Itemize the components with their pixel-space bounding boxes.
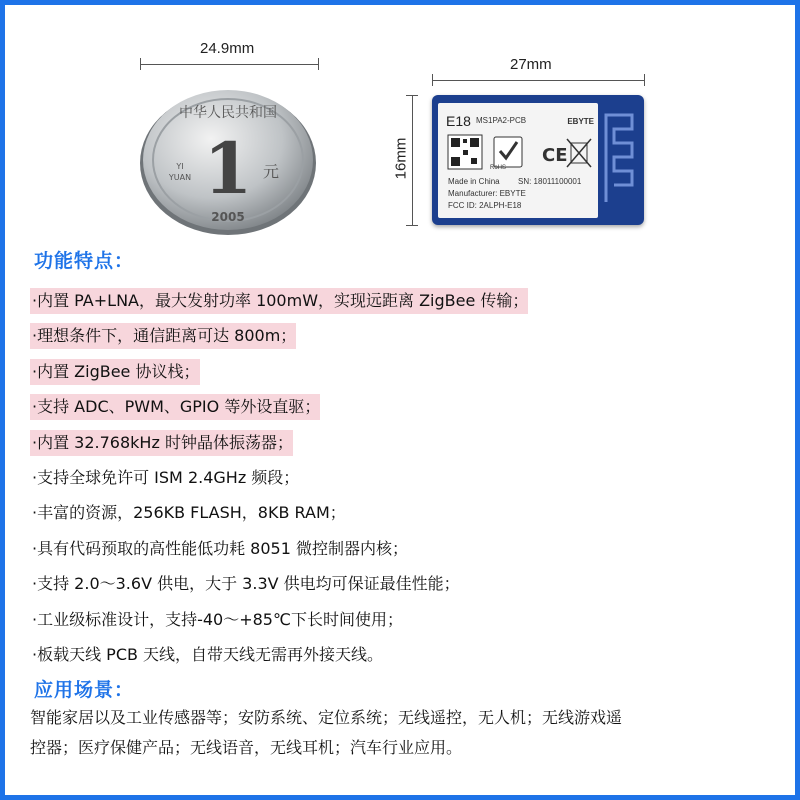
- feature-item: ·内置 ZigBee 协议栈；: [30, 359, 200, 385]
- module-height-tick-bottom: [406, 225, 418, 226]
- feature-item: ·工业级标准设计，支持-40～+85℃下长时间使用；: [32, 610, 403, 629]
- module-shield: [438, 103, 598, 218]
- module-sn: SN: 18011100001: [518, 177, 582, 186]
- coin-numeral: 1: [203, 127, 253, 210]
- module-manufacturer: Manufacturer: EBYTE: [448, 189, 526, 198]
- coin-ring-text: 中华人民共和国: [179, 105, 277, 121]
- applications-line-2: 控器；医疗保健产品；无线语音，无线耳机；汽车行业应用。: [30, 738, 463, 757]
- coin-diameter-label: 24.9mm: [200, 40, 255, 57]
- coin-yuan-char: 元: [263, 162, 280, 181]
- product-image: [0, 0, 800, 240]
- feature-item: ·理想条件下，通信距离可达 800m；: [30, 323, 296, 349]
- module-height-label: 16mm: [392, 137, 410, 180]
- rohs-label: RoHS: [490, 165, 507, 171]
- feature-item: ·板载天线 PCB 天线，自带天线无需再外接天线。: [32, 645, 384, 664]
- coin-image: [138, 85, 318, 235]
- module-width-tick-left: [432, 74, 433, 86]
- module-fcc: FCC ID: 2ALPH-E18: [448, 201, 522, 210]
- feature-item: ·支持 2.0～3.6V 供电，大于 3.3V 供电均可保证最佳性能；: [32, 574, 460, 593]
- module-made-in: Made in China: [448, 177, 500, 186]
- coin-year: 2005: [211, 210, 245, 224]
- module-cert-icons: [446, 133, 596, 173]
- feature-item: ·丰富的资源，256KB FLASH，8KB RAM；: [32, 503, 346, 522]
- feature-item: ·支持 ADC、PWM、GPIO 等外设直驱；: [30, 394, 320, 420]
- applications-heading: 应用场景：: [34, 679, 135, 701]
- coin-dimension-line: [140, 64, 318, 65]
- feature-item: ·支持全球免许可 ISM 2.4GHz 频段；: [32, 468, 300, 487]
- module-height-line: [412, 95, 413, 225]
- module-brand: EBYTE: [567, 117, 594, 126]
- module-width-label: 27mm: [510, 56, 552, 73]
- feature-item: ·具有代码预取的高性能低功耗 8051 微控制器内核；: [32, 539, 408, 558]
- applications-line-1: 智能家居以及工业传感器等；安防系统、定位系统；无线遥控，无人机；无线游戏遥: [30, 708, 623, 727]
- features-heading: 功能特点：: [34, 250, 135, 272]
- feature-item: ·内置 32.768kHz 时钟晶体振荡器；: [30, 430, 293, 456]
- module-model: E18: [446, 113, 471, 129]
- e18-module-image: [432, 95, 644, 225]
- coin-dim-tick-left: [140, 58, 141, 70]
- ce-mark: CE: [542, 145, 568, 166]
- module-height-tick-top: [406, 95, 418, 96]
- pcb-antenna: [600, 107, 638, 207]
- module-part: MS1PA2-PCB: [476, 116, 527, 125]
- module-width-tick-right: [644, 74, 645, 86]
- coin-yuan-label: YUAN: [168, 173, 192, 182]
- coin-yi-label: YI: [176, 162, 184, 171]
- coin-dim-tick-right: [318, 58, 319, 70]
- module-width-line: [432, 80, 644, 81]
- feature-item: ·内置 PA+LNA，最大发射功率 100mW，实现远距离 ZigBee 传输；: [30, 288, 528, 314]
